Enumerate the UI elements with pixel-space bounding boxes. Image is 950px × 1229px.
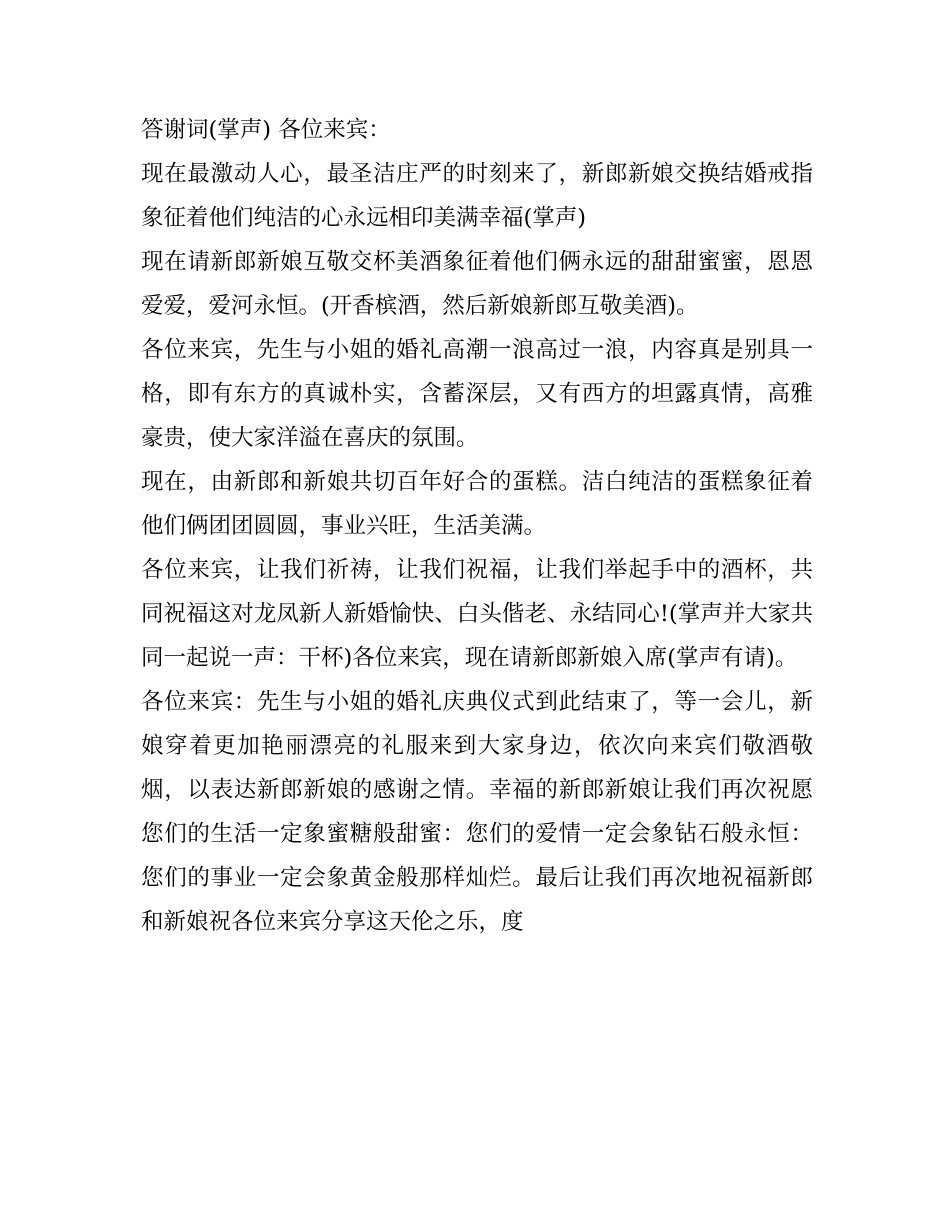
paragraph-toast: 现在请新郎新娘互敬交杯美酒象征着他们俩永远的甜甜蜜蜜，恩恩爱爱，爱河永恒。(开香槟酒，然后新娘新郎互敬美酒)。 xyxy=(141,249,813,319)
paragraph-cake: 现在，由新郎和新娘共切百年好合的蛋糕。洁白纯洁的蛋糕象征着他们俩团团圆圆，事业兴旺，生活美满。 xyxy=(141,469,813,539)
paragraph-blessing: 各位来宾，让我们祈祷，让我们祝福，让我们举起手中的酒杯，共同祝福这对龙凤新人新婚愉快、白头偕老、永结同心!(掌声并大家共同一起说一声：干杯)各位来宾，现在请新郎新娘入席(掌声有请)。 xyxy=(141,557,813,671)
paragraph-ring-exchange: 现在最激动人心，最圣洁庄严的时刻来了，新郎新娘交换结婚戒指象征着他们纯洁的心永远相印美满幸福(掌声) xyxy=(141,161,813,231)
document-body xyxy=(141,108,813,944)
paragraph-opening: 答谢词(掌声) 各位来宾： xyxy=(141,117,391,143)
paragraph-climax: 各位来宾，先生与小姐的婚礼高潮一浪高过一浪，内容真是别具一格，即有东方的真诚朴实，含蓄深层，又有西方的坦露真情，高雅豪贵，使大家洋溢在喜庆的氛围。 xyxy=(141,337,813,451)
paragraph-closing: 各位来宾：先生与小姐的婚礼庆典仪式到此结束了，等一会儿，新娘穿着更加艳丽漂亮的礼服来到大家身边，依次向来宾们敬酒敬烟，以表达新郎新娘的感谢之情。幸福的新郎新娘让我们再次祝愿您们的生活一定象蜜糖般甜蜜：您们的爱情一定会象钻石般永恒：您们的事业一定会象黄金般那样灿烂。最后让我们再次地祝福新郎和新娘祝各位来宾分享这天伦之乐，度 xyxy=(141,689,813,935)
